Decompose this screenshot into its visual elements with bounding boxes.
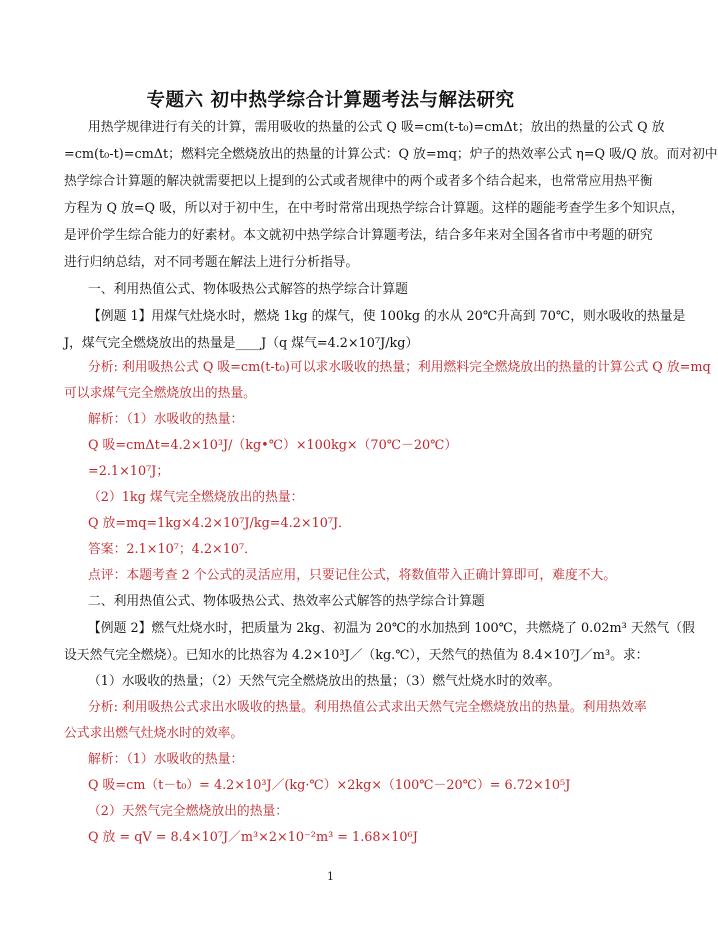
text-line: 【例题 2】燃气灶烧水时，把质量为 2kg、初温为 20℃的水加热到 100℃，共燃烧了 0.02m³ 天然气（假 [88,621,695,636]
text-line: Q 吸=cm（t－t₀）= 4.2×10³J／(kg·℃）×2kg×（100℃－20℃）= 6.72×10⁵J [88,778,571,793]
text-line: 解析：（1）水吸收的热量： [88,752,244,767]
text-line: （2）1kg 煤气完全燃烧放出的热量： [88,490,304,505]
text-line: 进行归纳总结，对不同考题在解法上进行分析指导。 [64,255,359,270]
page-title: 专题六 初中热学综合计算题考法与解法研究 [146,90,515,111]
text-line: 是评价学生综合能力的好素材。本文就初中热学综合计算题考法，结合多年来对全国各省市中考题的研究 [64,228,653,243]
text-line: 【例题 1】用煤气灶烧水时，燃烧 1kg 的煤气，使 100kg 的水从 20℃升高到 70℃，则水吸收的热量是 [88,309,686,324]
text-line: 方程为 Q 放=Q 吸，所以对于初中生，在中考时常常出现热学综合计算题。这样的题能考查学生多个知识点， [64,201,684,216]
text-line: Q 放 = qV = 8.4×10⁷J／m³×2×10⁻²m³ = 1.68×10⁶J [88,830,418,845]
text-line: 解析：（1）水吸收的热量： [88,412,244,427]
text-line: 设天然气完全燃烧）。已知水的比热容为 4.2×10³J／（kg.℃），天然气的热值为 8.4×10⁷J／m³。求： [64,648,649,663]
text-line: 答案：2.1×10⁷；4.2×10⁷． [88,542,257,557]
text-line: 点评：本题考查 2 个公式的灵活应用，只要记住公式，将数值带入正确计算即可，难度不大。 [88,568,617,583]
text-line: 公式求出燃气灶烧水时的效率。 [64,726,244,741]
text-line: 分析: 利用吸热公式 Q 吸=cm(t-t₀)可以求水吸收的热量；利用燃料完全燃烧放出的热量的计算公式 Q 放=mq [88,360,711,375]
text-line: （1）水吸收的热量；（2）天然气完全燃烧放出的热量；（3）燃气灶烧水时的效率。 [88,674,561,689]
text-line: =cm(t₀-t)=cmΔt；燃料完全燃烧放出的热量的计算公式：Q 放=mq；炉子的热效率公式 η=Q 吸/Q 放。而对初中 [64,147,718,162]
text-line: 一、利用热值公式、物体吸热公式解答的热学综合计算题 [88,282,408,297]
text-line: （2）天然气完全燃烧放出的热量： [88,804,289,819]
text-line: Q 放=mq=1kg×4.2×10⁷J/kg=4.2×10⁷J． [88,516,351,531]
text-line: 可以求煤气完全燃烧放出的热量。 [64,386,256,401]
text-line: J，煤气完全燃烧放出的热量是____J（q 煤气=4.2×10⁷J/kg） [64,336,419,351]
text-line: 用热学规律进行有关的计算，需用吸收的热量的公式 Q 吸=cm(t-t₀)=cmΔt；放出的热量的公式 Q 放 [88,120,665,135]
text-line: 二、利用热值公式、物体吸热公式、热效率公式解答的热学综合计算题 [88,594,485,609]
text-line: Q 吸=cmΔt=4.2×10³J/（kg•℃）×100kg×（70℃－20℃） [88,438,458,453]
text-line: 分析: 利用吸热公式求出水吸收的热量。利用热值公式求出天然气完全燃烧放出的热量。利用热效率 [88,700,647,715]
text-line: =2.1×10⁷J； [88,464,170,479]
text-line: 热学综合计算题的解决就需要把以上提到的公式或者规律中的两个或者多个结合起来，也常常应用热平衡 [64,174,653,189]
page-number: 1 [327,870,334,883]
